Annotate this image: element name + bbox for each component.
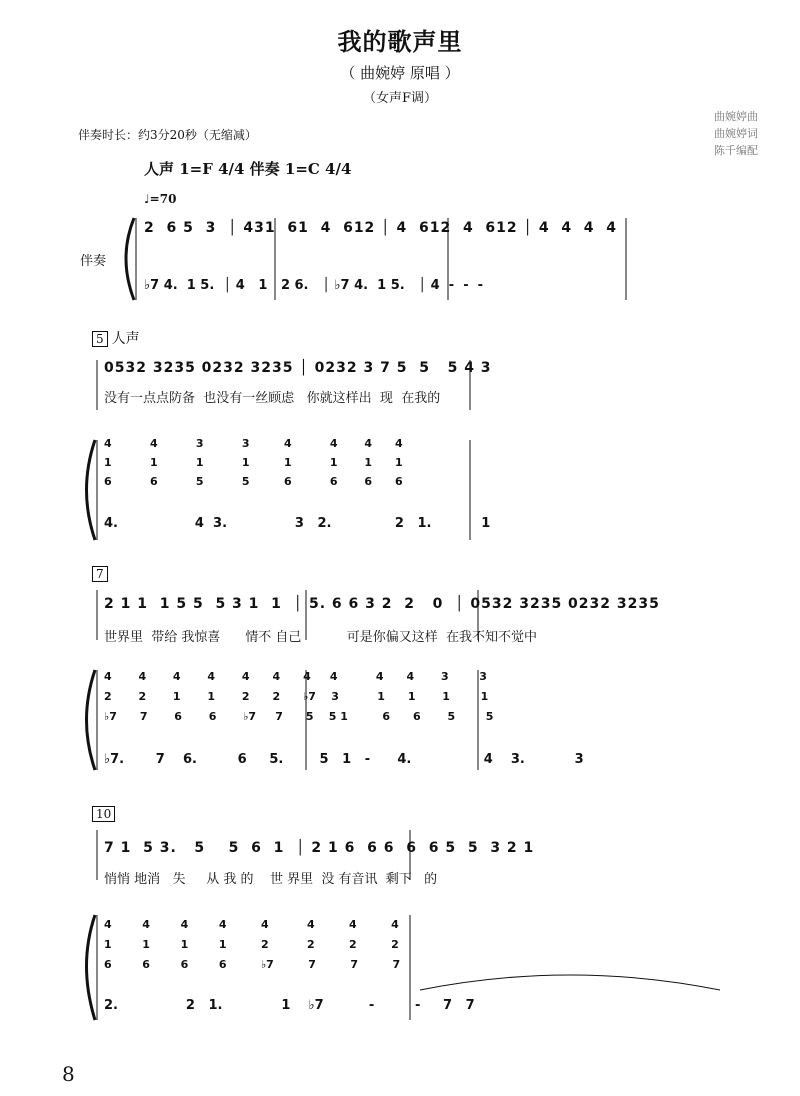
system2-chord-row2: 1 1 1 1 1 1 1 1 xyxy=(104,456,403,469)
system4-chord-row2: 1 1 1 1 2 2 2 2 xyxy=(104,938,399,951)
system3-chord-row1: 4 4 4 4 4 4 4 4 4 4 3 3 xyxy=(104,670,487,683)
tie-system4 xyxy=(420,975,720,990)
system3-melody: 2 1 1 1 5 5 5 3 1 1 │ 5. 6 6 3 2 2 0 │ 0532 3235 0232 3235 xyxy=(104,596,660,612)
system1-lower-notes: ♭7 4. 1 5. │ 4 1 2 6. │ ♭7 4. 1 5. │ 4 - - - xyxy=(144,278,484,293)
system3-chord-row3: ♭7 7 6 6 ♭7 7 5 5 1 6 6 5 5 xyxy=(104,710,494,723)
subtitle-key: （女声F调） xyxy=(362,91,438,106)
system1-upper-notes: 2 6 5 3 │ 431 61 4 612 │ 4 612 4 612 │ 4 4 4 4 xyxy=(144,220,618,236)
tempo-mark: ♩=70 xyxy=(144,192,177,206)
page-title: 我的歌声里 xyxy=(337,28,463,56)
rehearsal-mark: 10 xyxy=(92,806,115,822)
instrument-label-accompaniment: 伴奏 xyxy=(80,254,107,269)
system2-lyrics: 没有一点点防备 也没有一丝顾虑 你就这样出 现 在我的 xyxy=(104,391,441,406)
system4-lyrics: 悄悄 地消 失 从 我 的 世 界里 没 有音讯 剩下 的 xyxy=(104,872,438,887)
credit-arranger: 陈千编配 xyxy=(714,144,758,157)
credit-lyricist: 曲婉婷词 xyxy=(714,127,758,140)
brace-system4 xyxy=(87,915,96,1020)
brace-system2 xyxy=(87,440,96,540)
page-number: 8 xyxy=(62,1062,75,1086)
brace-system3 xyxy=(87,670,96,770)
system3-chord-row2: 2 2 1 1 2 2 ♭7 3 1 1 1 1 xyxy=(104,690,489,703)
system4-chord-row3: 6 6 6 6 ♭7 7 7 7 xyxy=(104,958,401,971)
system2-section xyxy=(92,328,140,348)
system2-chord-row1: 4 4 3 3 4 4 4 4 xyxy=(104,437,403,450)
accompaniment-duration: 伴奏时长：约3分20秒（无缩减） xyxy=(78,128,257,142)
system3-section xyxy=(92,566,112,582)
system4-chord-row1: 4 4 4 4 4 4 4 4 xyxy=(104,918,399,931)
system3-lyrics: 世界里 带给 我惊喜 情不 自己 可是你偏又这样 在我不知不觉中 xyxy=(104,630,538,645)
section-label-vocal: 人声 xyxy=(111,331,140,347)
credit-composer: 曲婉婷曲 xyxy=(714,110,758,123)
system4-melody: 7 1 5 3. 5 5 6 1 │ 2 1 6 6 6 6 6 5 5 3 2 1 xyxy=(104,840,535,856)
system4-bass: 2. 2 1. 1 ♭7 - - 7 7 xyxy=(104,998,475,1013)
system4-section xyxy=(92,806,119,822)
system2-melody: 0532 3235 0232 3235 │ 0232 3 7 5 5 5 4 3 xyxy=(104,360,492,376)
brace-system1 xyxy=(126,218,134,300)
subtitle-original-singer: （ 曲婉婷 原唱 ） xyxy=(340,64,460,82)
rehearsal-mark: 5 xyxy=(92,331,108,347)
system3-bass: ♭7. 7 6. 6 5. 5 1 - 4. 4 3. 3 xyxy=(104,752,584,767)
system2-bass: 4. 4 3. 3 2. 2 1. 1 xyxy=(104,516,491,531)
key-signature-line: 人声 1=F 4/4 伴奏 1=C 4/4 xyxy=(144,160,352,178)
system2-chord-row3: 6 6 5 5 6 6 6 6 xyxy=(104,475,403,488)
rehearsal-mark: 7 xyxy=(92,566,108,582)
